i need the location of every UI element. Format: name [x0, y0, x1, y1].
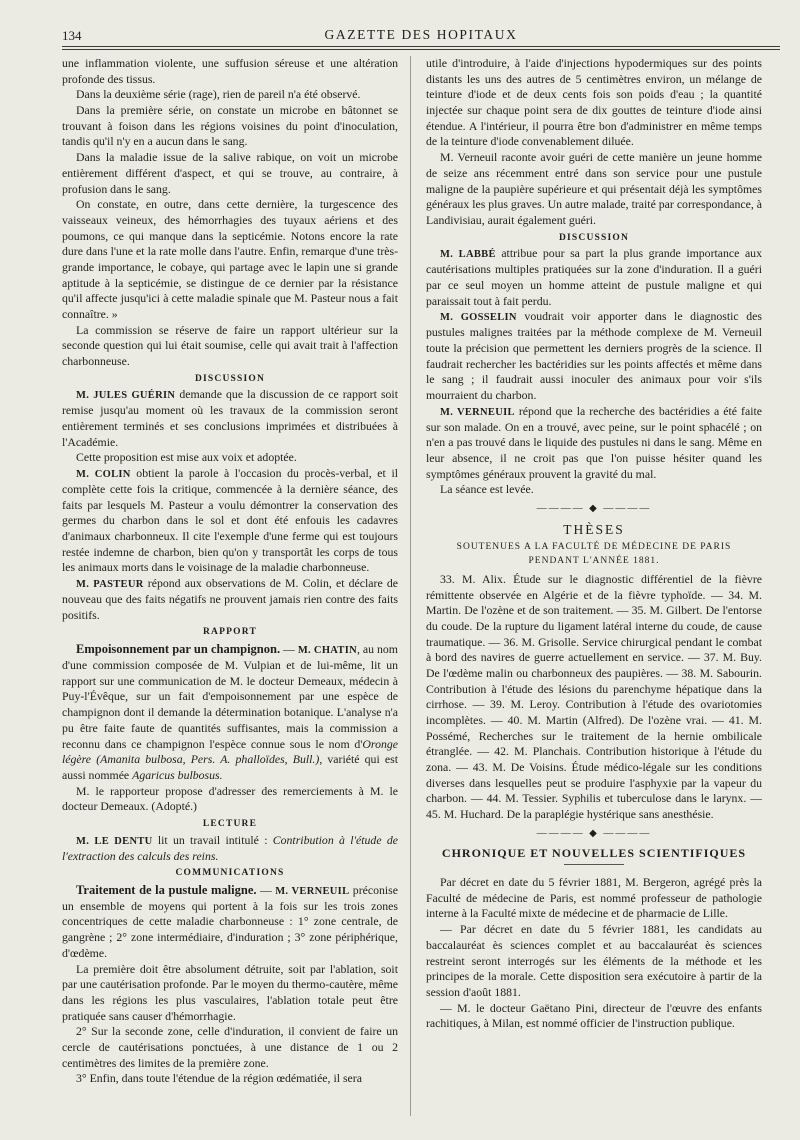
- paragraph: M. Verneuil raconte avoir guéri de cette manière un jeune homme de seize ans récemment entré dans son service pour une pustule maligne de la paupière supérieure et qui présentait déjà les symptômes généraux les plus graves. Un autre malade, traité par correspondance, à Landivisiau, aurait également guéri.: [426, 150, 762, 227]
- theses-subtitle-line: PENDANT L'ANNÉE 1881.: [528, 555, 660, 566]
- speaker-name: M. PASTEUR: [76, 579, 144, 591]
- paragraph: Dans la première série, on constate un microbe en bâtonnet se trouvant à foison dans les régions voisines du point d'inoculation, tandis qu'il n'y en a aucun dans le sang.: [62, 103, 398, 149]
- paragraph: Empoisonnement par un champignon. — M. CHATIN, au nom d'une commission composée de M. Vulpian et de lui-même, lit un rapport sur une communication de M. le docteur Demeaux, médecin à Puy-l'Évêque, sur un fait d'empoisonnement par une espèce de champignon dont il demande la détermination botanique. L'analyse n'a pu être faite faute de quantités suffisantes, mais la commission a reconnu dans ce champignon l'espèce connue sous le nom d'Oronge légère (Amanita bulbosa, Pers. A. phalloïdes, Bull.), variété qui est aussi nommée Agaricus bulbosus.: [62, 642, 398, 782]
- communication-title: Traitement de la pustule maligne.: [76, 882, 257, 897]
- column-divider: [410, 56, 411, 1116]
- page-header: [62, 24, 780, 46]
- paragraph: 3° Enfin, dans toute l'étendue de la région œdématiée, il sera: [76, 1071, 362, 1086]
- paragraph: La séance est levée.: [440, 482, 534, 497]
- report-title: Empoisonnement par un champignon.: [76, 642, 281, 657]
- paragraph: [426, 309, 762, 403]
- paragraph: La commission se réserve de faire un rapport ultérieur sur la seconde question qui lui était soumise, celle qui avait trait à l'affection charbonneuse.: [62, 322, 398, 369]
- section-heading-discussion: DISCUSSION: [558, 232, 630, 243]
- paragraph: [426, 246, 762, 309]
- journal-title: GAZETTE DES HOPITAUX: [324, 27, 518, 42]
- left-column: [62, 56, 398, 1131]
- paragraph: M. le rapporteur propose d'adresser des remerciements à M. le docteur Demeaux. (Adopté.): [62, 783, 398, 814]
- theses-subtitle: [426, 541, 762, 568]
- heading-rule: [564, 864, 624, 865]
- speaker-name: M. JULES GUÉRIN: [76, 390, 176, 402]
- speaker-name: M. LABBÉ: [440, 249, 496, 261]
- page-number: 134: [62, 28, 82, 43]
- paragraph-text: répond que la recherche des bactéridies a été faite sur son malade. On en a trouvé, avec peine, sur le point sphacélé ; on n'en a pas trouvé dans le liquide des pustules ni dans le sang. Même en leur absence, il ne croit pas que l'on puisse hésiter quand les symptômes généraux prouvent la gravité du mal.: [426, 403, 762, 481]
- paragraph: La première doit être absolument détruite, soit par l'ablation, soit par une cautérisation profonde. Par le moyen du thermo-cautère, même dans les régions les plus vasculaires, l'ablation totale peut être pratiquée sans causer d'hémorrhagie.: [62, 961, 398, 1023]
- paragraph-text: , au nom d'une commission composée de M. Vulpian et de lui-même, lit un rapport sur une communication de M. le docteur Demeaux, médecin à Puy-l'Évêque, sur un fait d'empoisonnement par une espèce de champignon dont il demande la détermination botanique. L'analyse n'a pu être faite faute de quantités suffisantes, mais la commission a reconnu dans ce champignon l'espèce connue sous le nom d': [62, 642, 398, 751]
- paragraph-text: obtient la parole à l'occasion du procès-verbal, et il complète cette fois la critique, commencée à la dernière séance, des faits par lesquels M. Pasteur a voulu démontrer la conservation des germes du charbon dans le sol et dont été enfouis les cadavres d'animaux charbonneux. Il cite l'exemple d'une ferme qui est toujours restée indemne de charbon, bien qu'on y transportât les corps de tous les animaux morts dans le voisinage de la maladie charbonneuse.: [62, 466, 398, 575]
- paragraph: Dans la maladie issue de la salive rabique, on voit un microbe entièrement différent d'aspect, et qui se trouve, au contraire, à profusion dans le sang.: [62, 150, 398, 196]
- paragraph: utile d'introduire, à l'aide d'injections hypodermiques sur des points distants les uns des autres de 5 centimètres environ, un mélange de teinture d'iode et de deux cents fois son poids d'eau ; la quantité injectée sur chaque point sera de dix gouttes de teinture d'iode ainsi étendue. A l'intérieur, il pourra être bon d'administrer en même temps de la teinture d'iode convenablement diluée.: [426, 56, 762, 149]
- header-rule-double: [62, 49, 780, 50]
- speaker-name: M. VERNEUIL: [275, 885, 350, 897]
- section-heading-rapport: RAPPORT: [203, 627, 257, 638]
- speaker-name: M. VERNEUIL: [440, 406, 515, 418]
- paragraph: Traitement de la pustule maligne. — M. VERNEUIL préconise un ensemble de moyens qui portent à la fois sur les trois zones concentriques de cette maladie charbonneuse : 1° zone centrale, de gangrène ; 2° zone intermédiaire, d'induration ; 3° zone périphérique, d'œdème.: [62, 882, 398, 960]
- paragraph: Par décret en date du 5 février 1881, M. Bergeron, agrégé près la Faculté de médecine de Paris, est nommé professeur de pathologie interne à la Faculté mixte de médecine et de pharmacie de Lille.: [426, 875, 762, 921]
- paragraph: Dans la deuxième série (rage), rien de pareil n'a été observé.: [76, 87, 361, 102]
- species-name: Oronge légère (Amanita bulbosa, Pers. A. phalloïdes, Bull.): [62, 736, 398, 767]
- speaker-name: M. COLIN: [76, 469, 131, 481]
- paragraph: une inflammation violente, une suffusion séreuse et une altération profonde des tissus.: [62, 56, 398, 86]
- paragraph: [62, 833, 398, 865]
- header-rule: [62, 46, 780, 47]
- paragraph-text: voudrait voir apporter dans le diagnostic des pustules malignes traitées par la méthode complexe de M. Verneuil toute la précision que permettent les derniers progrès de la science. Il faudrait rechercher les bactéridies sur les points affectés et même dans le sang ; il faudrait aussi inoculer des animaux pour voir s'ils mourraient du charbon.: [426, 309, 762, 402]
- paragraph-text: lit un travail intitulé :: [152, 832, 273, 847]
- paragraph: [62, 466, 398, 576]
- paragraph: On constate, en outre, dans cette dernière, la turgescence des vaisseaux veineux, des hémorrhagies des tuyaux aériens et des poumons, ce qui manque dans la septicémie. Notons encore la rate dure dans l'une et la rate molle dans l'autre. Enfin, remarque d'une très-grande importance, le cobaye, qui partage avec le lapin une si grande aptitude à la septicémie, se distingue de ce dernier par la résistance qu'il affecte jusqu'ici à cette maladie spinale que M. Pasteur nous a fait connaître. »: [62, 197, 398, 321]
- paragraph: [62, 387, 398, 450]
- right-column: [426, 56, 762, 1131]
- paragraph: Cette proposition est mise aux voix et adoptée.: [76, 450, 297, 465]
- paragraph-text: demande que la discussion de ce rapport soit remise jusqu'au moment où les travaux de la commission seront entièrement terminés et ses conclusions imprimées et distribuées à l'Académie.: [62, 387, 398, 449]
- paragraph-text: répond aux observations de M. Colin, et déclare de nouveau que des faits négatifs ne prouvent jamais rien contre des faits positifs.: [62, 576, 398, 622]
- paragraph: 2° Sur la seconde zone, celle d'induration, il convient de faire un cercle de cautérisations ponctuées, à une distance de 1 ou 2 centimètres des limites de la première zone.: [62, 1024, 398, 1070]
- ornament-divider: ———— ◆ ————: [536, 827, 652, 839]
- section-heading-discussion: DISCUSSION: [194, 373, 266, 384]
- theses-subtitle-line: SOUTENUES A LA FACULTÉ DE MÉDECINE DE PARIS: [456, 542, 732, 553]
- speaker-name: M. CHATIN: [297, 645, 357, 657]
- paragraph-text: préconise un ensemble de moyens qui portent à la fois sur les trois zones concentriques de cette maladie charbonneuse : 1° zone centrale, de gangrène ; 2° zone intermédiaire, d'induration ; 3° zone périphérique, d'œdème.: [62, 882, 398, 960]
- section-heading-communications: COMMUNICATIONS: [175, 868, 285, 879]
- paragraph: [426, 404, 762, 483]
- speaker-name: M. LE DENTU: [76, 835, 153, 847]
- ornament-divider: ———— ◆ ————: [536, 502, 652, 514]
- section-heading-chronique: CHRONIQUE ET NOUVELLES SCIENTIFIQUES: [441, 846, 747, 861]
- speaker-name: M. GOSSELIN: [440, 312, 517, 324]
- section-heading-lecture: LECTURE: [202, 818, 258, 829]
- paragraph: [62, 576, 398, 623]
- paragraph-text: attribue pour sa part la plus grande importance aux cautérisations multiples pratiquées sur la zone d'induration. Il a guéri par ce seul moyen un homme atteint de pustule maligne et qui paraissait tout à fait perdu.: [426, 246, 762, 308]
- species-name: Agaricus bulbosus.: [132, 767, 223, 782]
- work-title: Contribution à l'étude de l'extraction des calculs des reins.: [62, 832, 398, 863]
- paragraph-text: , variété qui est aussi nommée: [62, 752, 398, 782]
- paragraph: — M. le docteur Gaëtano Pini, directeur de l'œuvre des enfants rachitiques, à Milan, est nommé officier de l'instruction publique.: [426, 1000, 762, 1031]
- paragraph: — Par décret en date du 5 février 1881, les candidats au baccalauréat ès sciences complet et au baccalauréat ès sciences restreint seront interrogés sur les éléments de la méthode et les principes de la morale. Cette disposition sera exécutoire à partir de la session d'août 1881.: [426, 922, 762, 999]
- theses-list: 33. M. Alix. Étude sur le diagnostic différentiel de la fièvre rémittente observée en Algérie et de la fièvre typhoïde. — 34. M. Martin. De l'ozène et de son traitement. — 35. M. Gilbert. De l'entorse du coude. De la rupture du ligament latéral interne du coude, de cause traumatique. — 36. M. Grisolle. Service chirurgical pendant le combat à bord des navires de guerre actuellement en service. — 37. M. Buy. De l'œdème malin ou charbonneux des paupières. — 38. M. Sabourin. Contribution à l'étude des lésions du parenchyme hépatique dans la cirrhose. — 39. M. Leroy. Contribution à l'étude des ovariotomies incomplètes. — 40. M. Martin (Alfred). De l'ozène vrai. — 41. M. Possémé, Recherches sur le traitement de la hernie ombilicale étranglée. — 42. M. Planchais. Contribution historique à l'étude du zona. — 43. M. De Voisins. Étude médico-légale sur les conditions diverses dans lesquelles peut se produire l'asphyxie par la vapeur du charbon. — 44. M. Tessier. Syphilis et tuberculose dans le larynx. — 45. M. Huchard. De la paraplégie hystérique sans anesthésie.: [426, 571, 762, 822]
- section-heading-theses: THÈSES: [563, 522, 625, 538]
